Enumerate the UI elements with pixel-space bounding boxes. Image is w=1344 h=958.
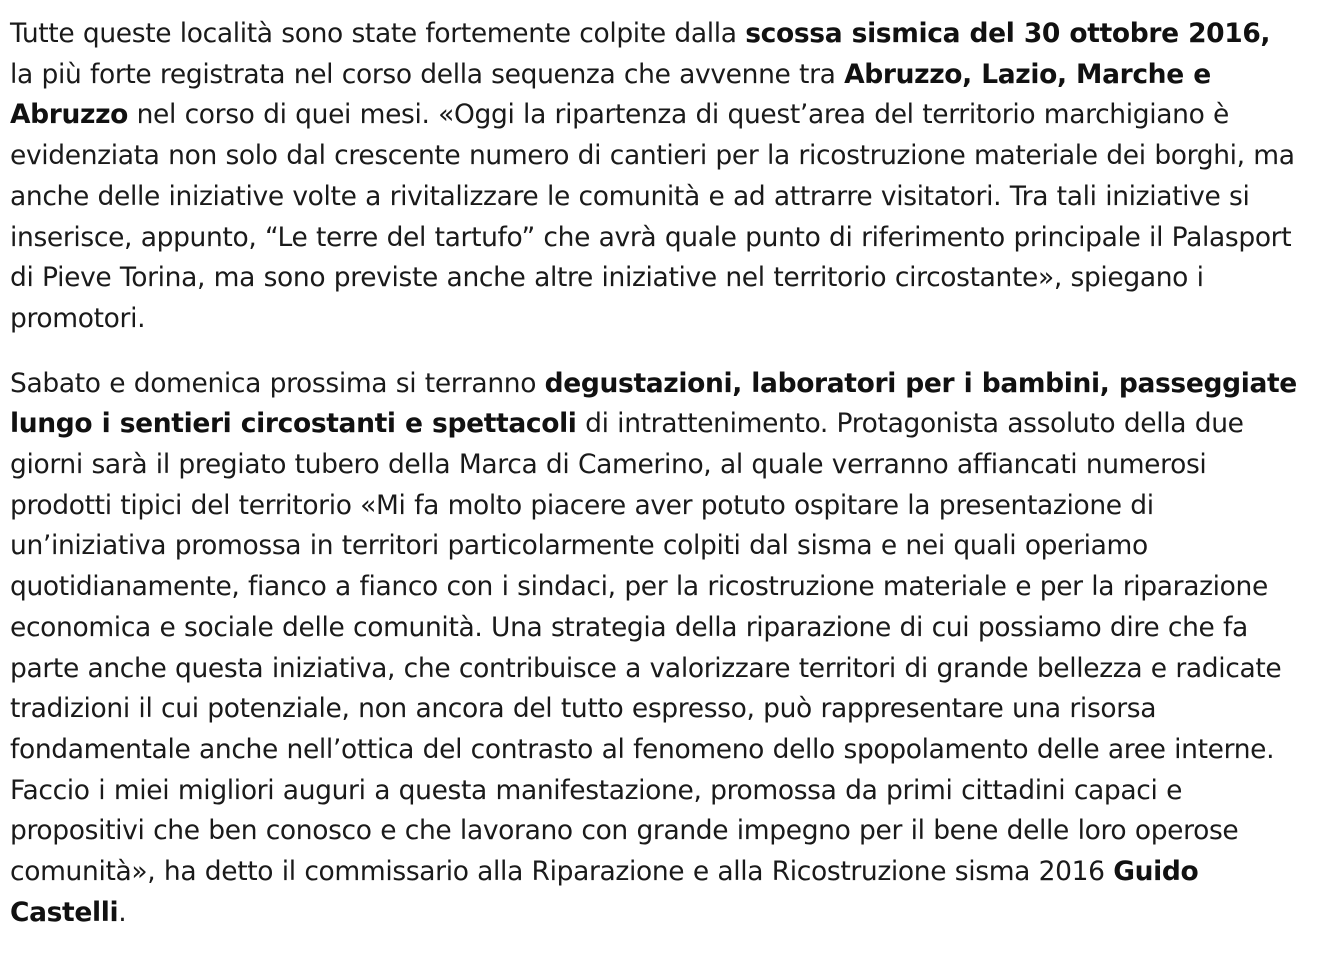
bold-activities: degustazioni, laboratori per i bambini, passeggiate lungo i sentieri circostanti e spettacoli [10,367,1297,440]
paragraph-event [10,364,1300,934]
bold-person-name: Guido Castelli [10,856,1199,928]
bold-earthquake-date: scossa sismica del 30 ottobre 2016, [745,18,1271,49]
paragraph-text: Tutte queste località sono state fortemente colpite dalla [10,18,746,49]
paragraph-text: di intrattenimento. Protagonista assoluto della due giorni sarà il pregiato tubero della Marca di Camerino, al quale verranno affiancati numerosi prodotti tipici del territorio «Mi fa molto piacere aver potuto ospitare la presentazione di un’iniziativa promossa in territori particolarmente colpiti dal sisma e nei quali operiamo quotidianamente, fianco a fianco con i sindaci, per la ricostruzione materiale e per la riparazione economica e sociale delle comunità. Una strategia della riparazione di cui possiamo dire che fa parte anche questa iniziativa, che contribuisce a valorizzare territori di grande bellezza e radicate tradizioni il cui potenziale, non ancora del tutto espresso, può rappresentare una risorsa fondamentale anche nell’ottica del contrasto al fenomeno dello spopolamento delle aree interne. Faccio i miei migliori auguri a questa manifestazione, promossa da primi cittadini capaci e propositivi che ben conosco e che lavorano con grande impegno per il bene delle loro operose comunità», ha detto il commissario alla Riparazione e alla Ricostruzione sisma 2016 [10,408,1282,888]
article-body [10,14,1300,957]
paragraph-text: nel corso di quei mesi. «Oggi la ripartenza di quest’area del territorio marchigiano è evidenziata non solo dal crescente numero di cantieri per la ricostruzione materiale dei borghi, ma anche delle iniziative volte a rivitalizzare le comunità e ad attrarre visitatori. Tra tali iniziative si inserisce, appunto, “Le terre del tartufo” che avrà quale punto di riferimento principale il Palasport di Pieve Torina, ma sono previste anche altre iniziative nel territorio circostante», spiegano i promotori. [10,99,1295,334]
paragraph-text: la più forte registrata nel corso della sequenza che avvenne tra [10,58,845,90]
bold-regions: Abruzzo, Lazio, Marche e Abruzzo [10,58,1211,131]
paragraph-earthquake [10,14,1300,340]
paragraph-text: . [118,896,127,928]
paragraph-text: Sabato e domenica prossima si terranno [10,367,545,399]
